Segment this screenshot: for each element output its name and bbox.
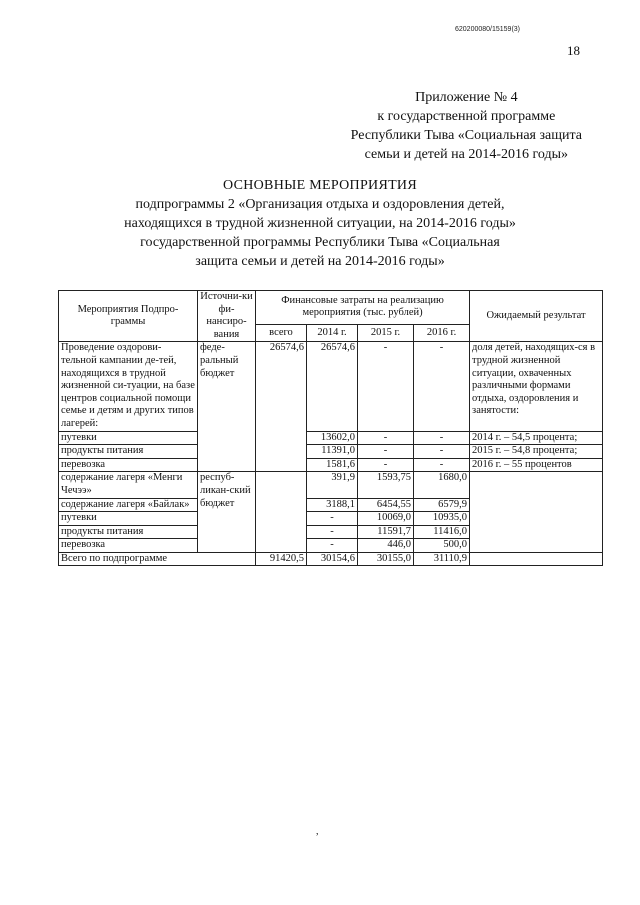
header-total: всего xyxy=(256,324,307,342)
event-cell: путевки xyxy=(59,512,198,526)
cell-2015: 446,0 xyxy=(358,539,414,553)
event-cell: продукты питания xyxy=(59,445,198,459)
event-cell: продукты питания xyxy=(59,525,198,539)
totals-2016: 31110,9 xyxy=(414,552,470,566)
source-cell-federal: феде-ральный бюджет xyxy=(198,342,256,472)
table-row xyxy=(59,458,603,472)
cell-2016: 500,0 xyxy=(414,539,470,553)
header-2015: 2015 г. xyxy=(358,324,414,342)
cell-2014: 1581,6 xyxy=(307,458,358,472)
totals-row xyxy=(59,552,603,566)
measures-table xyxy=(58,290,603,566)
cell-2015: 10069,0 xyxy=(358,512,414,526)
event-cell: путевки xyxy=(59,431,198,445)
page-number: 18 xyxy=(567,43,580,58)
appendix-line: семьи и детей на 2014-2016 годы» xyxy=(364,147,569,162)
table-row xyxy=(59,445,603,459)
appendix-line: к государственной программе xyxy=(377,109,556,124)
result-cell: 2015 г. – 54,8 процента; xyxy=(470,445,603,459)
cell-2015: 1593,75 xyxy=(358,472,414,498)
cell-2016: - xyxy=(414,445,470,459)
totals-2014: 30154,6 xyxy=(307,552,358,566)
cell-2014: 3188,1 xyxy=(307,498,358,512)
cell-2014: 11391,0 xyxy=(307,445,358,459)
cell-2016: 11416,0 xyxy=(414,525,470,539)
document-number: 620200080/15159(3) xyxy=(455,26,521,33)
source-cell-republic: респуб-ликан-ский бюджет xyxy=(198,472,256,553)
cell-2016: 6579,9 xyxy=(414,498,470,512)
total-cell: 26574,6 xyxy=(256,342,307,472)
cell-2015: 11591,7 xyxy=(358,525,414,539)
totals-2015: 30155,0 xyxy=(358,552,414,566)
event-cell: содержание лагеря «Менги Чечээ» xyxy=(59,472,198,498)
cell-2016: - xyxy=(414,431,470,445)
cell-2014: - xyxy=(307,539,358,553)
cell-2016: - xyxy=(414,342,470,431)
cell-2014: - xyxy=(307,512,358,526)
totals-label: Всего по подпрограмме xyxy=(59,552,256,566)
table-row xyxy=(59,342,603,431)
cell-2015: - xyxy=(358,431,414,445)
table-row xyxy=(59,431,603,445)
cell-2016: 10935,0 xyxy=(414,512,470,526)
cell-2014: - xyxy=(307,525,358,539)
heading-line: защита семьи и детей на 2014-2016 годы» xyxy=(195,254,445,269)
totals-total: 91420,5 xyxy=(256,552,307,566)
appendix-line: Приложение № 4 xyxy=(415,90,518,105)
cell-2015: - xyxy=(358,458,414,472)
heading-line: государственной программы Республики Тыва «Социальная xyxy=(140,235,500,250)
appendix-block xyxy=(351,88,582,164)
event-cell: перевозка xyxy=(59,539,198,553)
stray-mark: , xyxy=(316,826,319,837)
total-cell xyxy=(256,472,307,553)
result-cell: 2016 г. – 55 процентов xyxy=(470,458,603,472)
cell-2015: 6454,55 xyxy=(358,498,414,512)
event-cell: перевозка xyxy=(59,458,198,472)
result-cell: 2014 г. – 54,5 процента; xyxy=(470,431,603,445)
cell-2016: - xyxy=(414,458,470,472)
document-heading xyxy=(0,176,640,271)
header-source: Источни-ки фи-нансиро-вания xyxy=(198,291,256,342)
cell-2014: 13602,0 xyxy=(307,431,358,445)
heading-title: ОСНОВНЫЕ МЕРОПРИЯТИЯ xyxy=(223,178,417,193)
event-cell: Проведение оздорови-тельной кампании де-тей, находящихся в трудной жизненной си-туации, на базе центров социальной помощи семье и детям и других типов лагерей: xyxy=(59,342,198,431)
table-row xyxy=(59,472,603,498)
header-result: Ожидаемый результат xyxy=(470,291,603,342)
totals-result-empty xyxy=(470,552,603,566)
appendix-line: Республики Тыва «Социальная защита xyxy=(350,128,582,143)
header-financing: Финансовые затраты на реализацию мероприятия (тыс. рублей) xyxy=(256,291,470,325)
heading-line: находящихся в трудной жизненной ситуации, на 2014-2016 годы» xyxy=(124,216,516,231)
header-event: Мероприятия Подпро-граммы xyxy=(59,291,198,342)
cell-2015: - xyxy=(358,342,414,431)
header-2016: 2016 г. xyxy=(414,324,470,342)
result-cell: доля детей, находящих-ся в трудной жизненной ситуации, охваченных различными формами отдыха, оздоровления и занятости: xyxy=(470,342,603,431)
cell-2014: 26574,6 xyxy=(307,342,358,431)
event-cell: содержание лагеря «Байлак» xyxy=(59,498,198,512)
cell-2014: 391,9 xyxy=(307,472,358,498)
heading-line: подпрограммы 2 «Организация отдыха и оздоровления детей, xyxy=(135,197,505,212)
result-cell-empty xyxy=(470,472,603,553)
header-2014: 2014 г. xyxy=(307,324,358,342)
cell-2015: - xyxy=(358,445,414,459)
cell-2016: 1680,0 xyxy=(414,472,470,498)
